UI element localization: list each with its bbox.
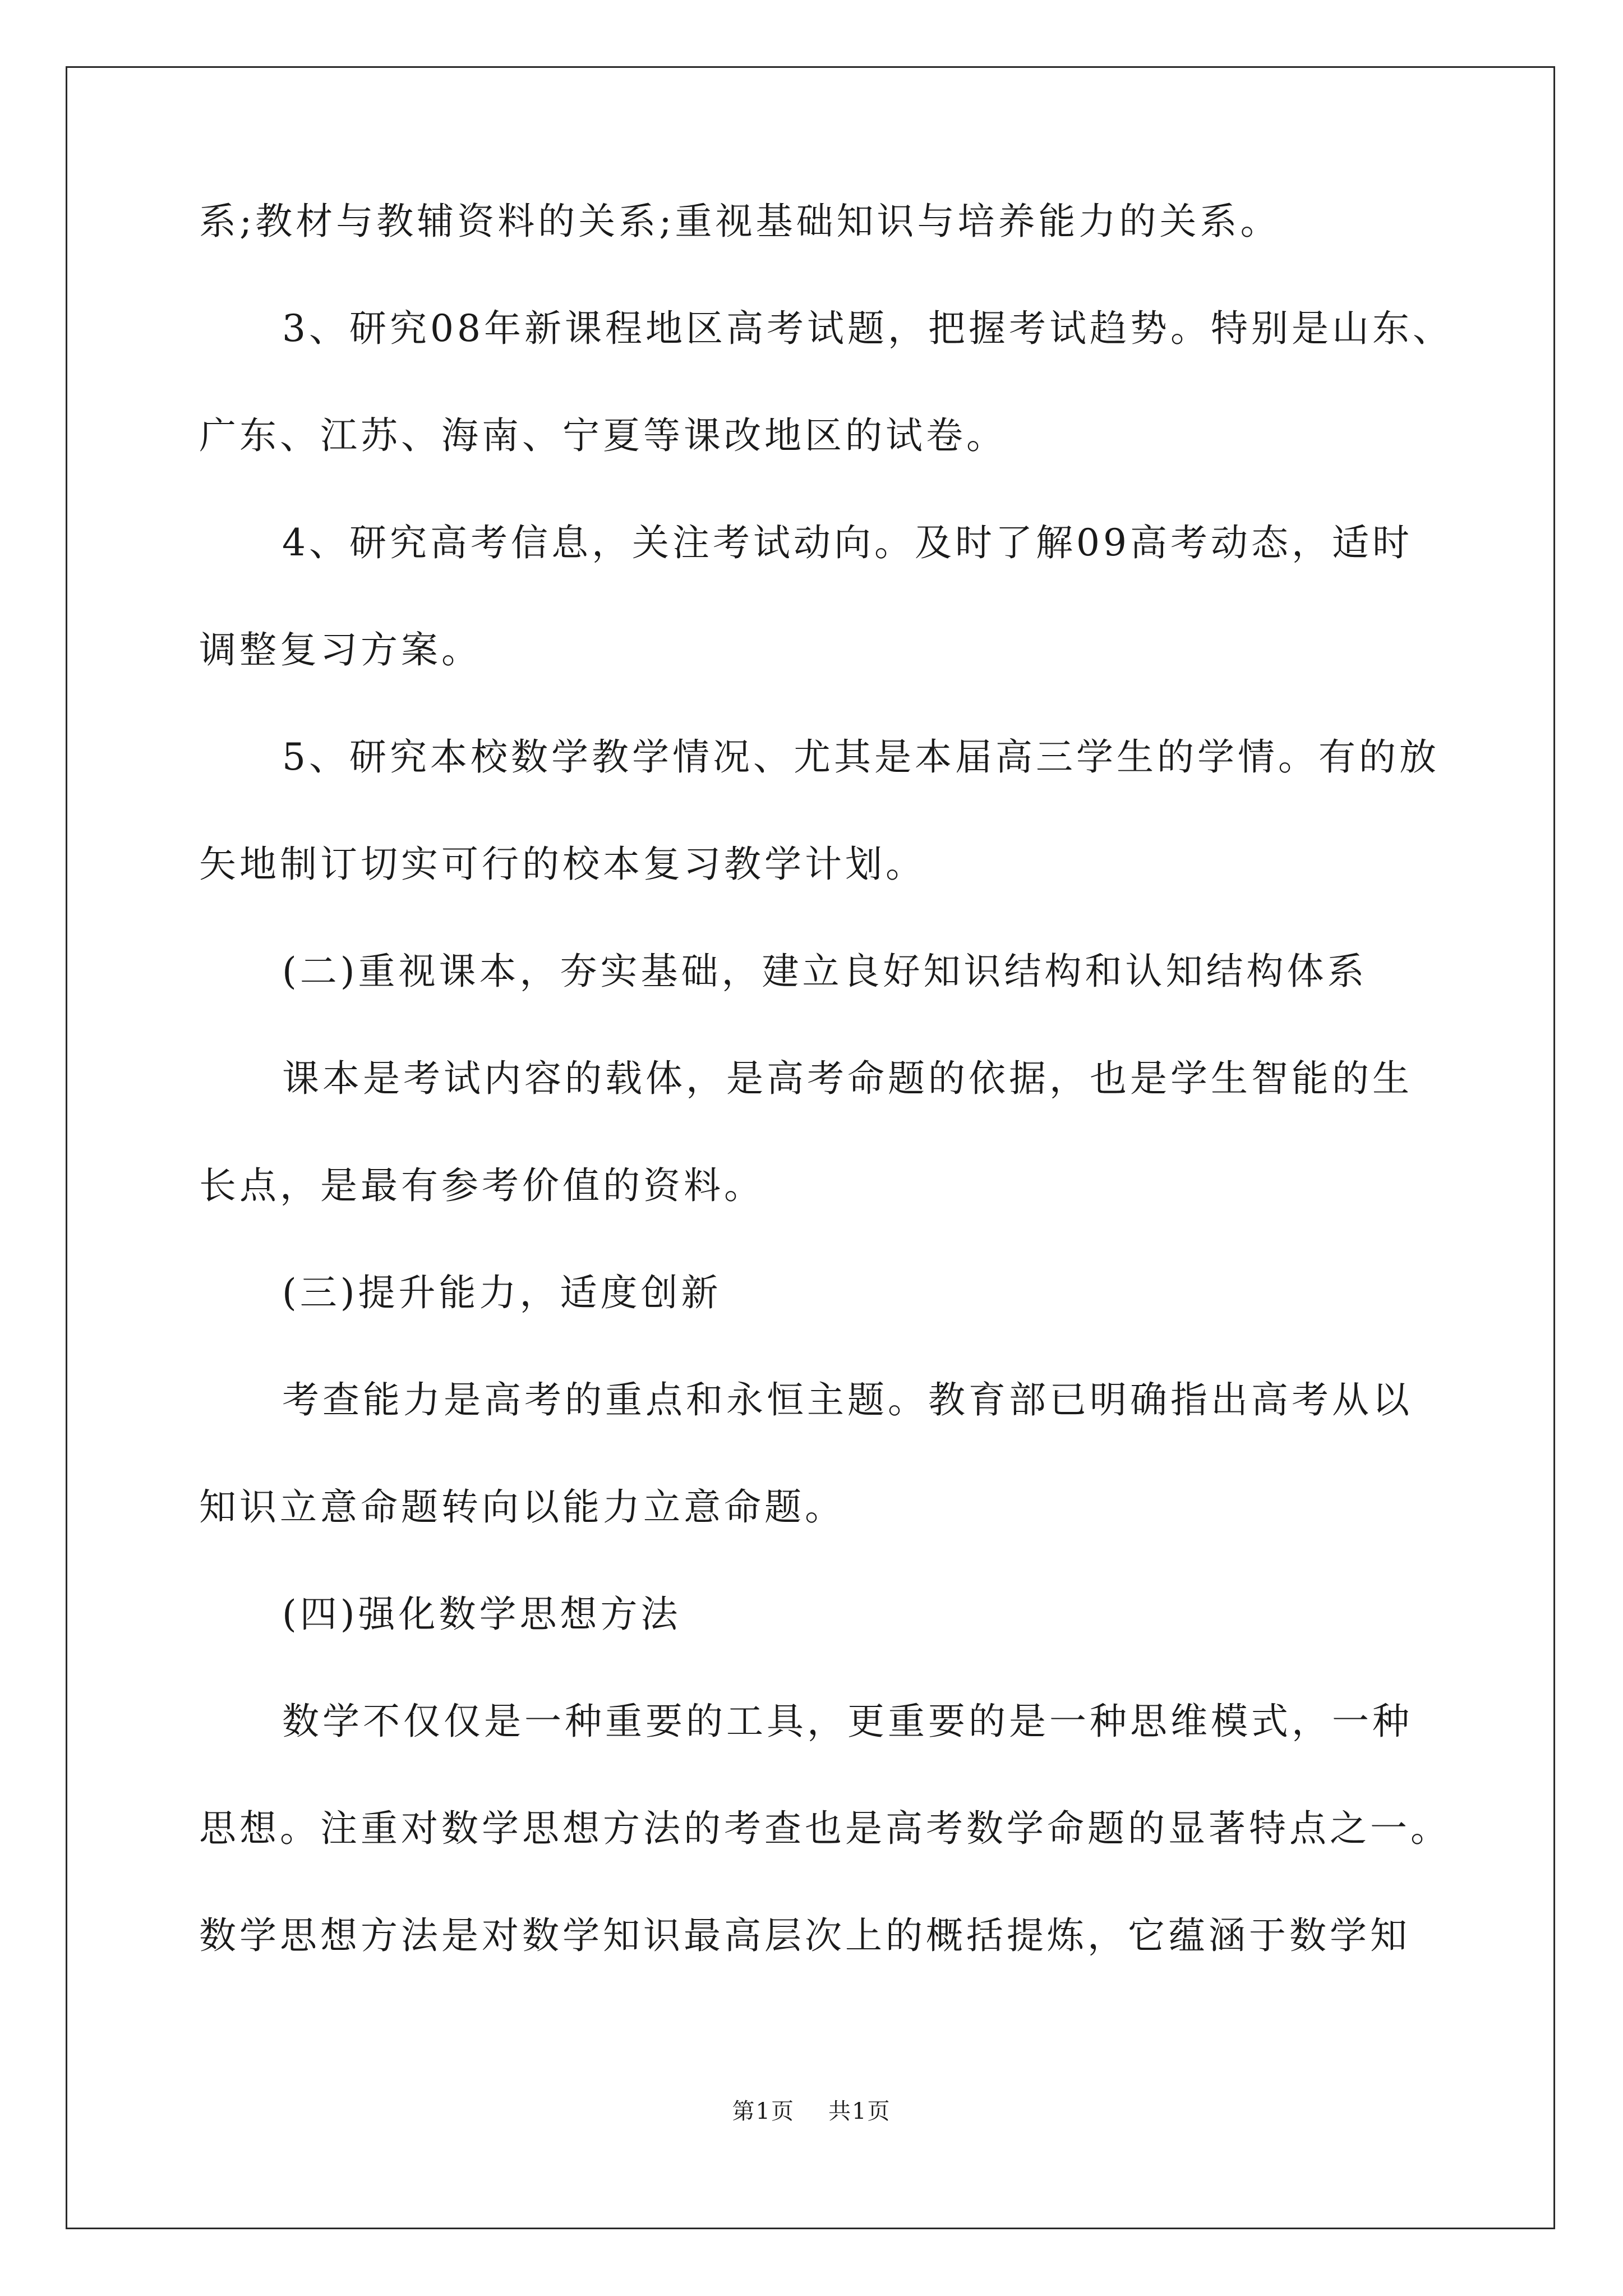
section-heading-3: (三)提升能力，适度创新 bbox=[282, 1271, 722, 1314]
section-heading-4: (四)强化数学思想方法 bbox=[282, 1593, 681, 1636]
text-line-7: 矢地制订切实可行的校本复习教学计划。 bbox=[199, 843, 926, 886]
text-line-9: 课本是考试内容的载体，是高考命题的依据，也是学生智能的生 bbox=[282, 1057, 1413, 1100]
page-footer bbox=[0, 2100, 1623, 2123]
document-body bbox=[199, 202, 1468, 2023]
text-line-2: 3、研究08年新课程地区高考试题，把握考试趋势。特别是山东、 bbox=[282, 307, 1453, 350]
text-line-13: 知识立意命题转向以能力立意命题。 bbox=[199, 1485, 845, 1529]
text-line-12: 考查能力是高考的重点和永恒主题。教育部已明确指出高考从以 bbox=[282, 1378, 1413, 1421]
section-heading-2: (二)重视课本，夯实基础，建立良好知识结构和认知结构体系 bbox=[282, 950, 1368, 993]
text-line-10: 长点，是最有参考价值的资料。 bbox=[199, 1164, 764, 1207]
page-number-total: 共1页 bbox=[828, 2099, 891, 2124]
text-line-3: 广东、江苏、海南、宁夏等课改地区的试卷。 bbox=[199, 414, 1007, 457]
page-number-current: 第1页 bbox=[732, 2099, 795, 2124]
text-line-6: 5、研究本校数学教学情况、尤其是本届高三学生的学情。有的放 bbox=[282, 735, 1440, 779]
text-line-1: 系;教材与教辅资料的关系;重视基础知识与培养能力的关系。 bbox=[199, 200, 1281, 243]
text-line-4: 4、研究高考信息，关注考试动向。及时了解09高考动态，适时 bbox=[282, 521, 1413, 564]
text-line-5: 调整复习方案。 bbox=[199, 628, 482, 671]
text-line-15: 数学不仅仅是一种重要的工具，更重要的是一种思维模式，一种 bbox=[282, 1700, 1413, 1743]
text-line-16: 思想。注重对数学思想方法的考查也是高考数学命题的显著特点之一。 bbox=[199, 1807, 1451, 1850]
text-line-17: 数学思想方法是对数学知识最高层次上的概括提炼，它蕴涵于数学知 bbox=[199, 1914, 1410, 1957]
